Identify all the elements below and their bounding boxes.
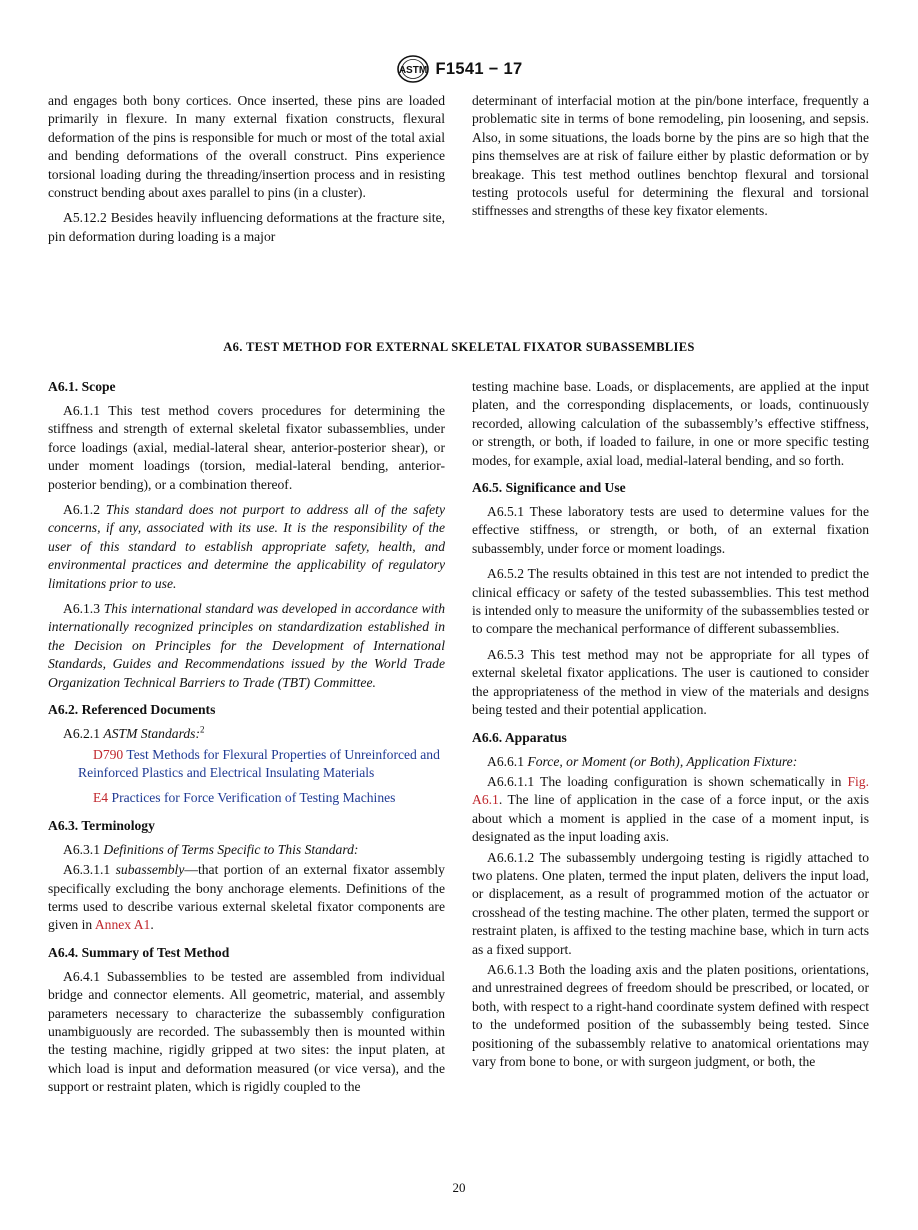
section-title: A6. TEST METHOD FOR EXTERNAL SKELETAL FIXATOR SUBASSEMBLIES: [223, 340, 695, 354]
annex-a1-link[interactable]: Annex A1: [94, 917, 151, 933]
significance-heading: A6.5. Significance and Use: [472, 480, 626, 496]
footnote-ref[interactable]: 2: [199, 724, 205, 735]
scope-para-2-text: This standard does not purport to address all of the safety concerns, if any, associated with its use. It is the responsibility of the user of this standard to establish appropriate safety, health, and environmental practices and determine the applicability of regulatory limitations prior to use.: [48, 502, 445, 591]
reference-title[interactable]: Test Methods for Flexural Properties of Unreinforced and Reinforced Plastics and Electrical Insulating Materials: [78, 746, 440, 780]
terminology-para-2-end: .: [150, 917, 154, 933]
terminology-heading: A6.3. Terminology: [48, 817, 155, 833]
apparatus-para-4: A6.6.1.3 Both the loading axis and the platen positions, orientations, and unrestrained degrees of freedom should be prescribed, or located, or both, with respect to a right-hand coordinate system defined with respect to the undeformed position of the subassembly being tested. Since positioning of the subassembly relative to anatomical orientations may vary from bone to bone, or with surgeon judgment, or both, the: [472, 961, 869, 1069]
reference-code[interactable]: E4: [93, 790, 109, 806]
scope-para-2: [48, 501, 445, 593]
scope-para-1: A6.1.1 This test method covers procedures for determining the stiffness and strength of external skeletal fixator subassemblies, under force loadings (axial, medial-lateral shear, anterior-posterior shear), or under moment loadings (torsion, medial-lateral bending, anterior-posterior bending), or a combination thereof.: [48, 403, 445, 492]
apparatus-para-3: A6.6.1.2 The subassembly undergoing testing is rigidly attached to two platens. One platen, termed the input platen, delivers the input load, or displacement, as a result of programmed motion of the actuator or crosshead of the testing machine. The other platen, termed the support or restraint platen, is affixed to the testing machine base, which in turn acts as a fixed support.: [472, 849, 869, 957]
figure-a6-1-link[interactable]: Fig. A6.1: [472, 773, 869, 808]
summary-heading: A6.4. Summary of Test Method: [48, 944, 230, 960]
left-column: [48, 378, 445, 1104]
terminology-para-1: [48, 841, 445, 859]
logo-text: ASTM: [398, 65, 427, 76]
defined-term: subassembly: [115, 862, 185, 878]
referenced-sub-text: ASTM Standards:: [103, 726, 200, 742]
astm-logo-icon: [396, 54, 430, 84]
summary-para-1-cont: testing machine base. Loads, or displacements, are applied at the input platen, and the corresponding displacements, or loads, continuously recorded, allowing calculation of the subassembly’s effective stiffness, or strength, or both, if loaded to failure, in one or more specific testing modes, for example, axial load, medial-lateral bending, and so forth.: [472, 379, 869, 468]
reference-e4[interactable]: [48, 789, 445, 807]
terminology-para-2-text: —that portion of an external fixator assembly specifically excluding the bony anchorage elements. Definitions of the terms used to describe various external skeletal fixator components are given in: [48, 862, 445, 933]
apparatus-para-2-post: . The line of application in the case of a force input, or the axis about which a moment is applied in the case of a moment input, is designated as the input loading axis.: [472, 792, 869, 845]
right-column: [472, 378, 869, 1078]
scope-para-2-num: A6.1.2: [63, 502, 101, 518]
significance-para-3: A6.5.3 This test method may not be appropriate for all types of external skeletal fixator applications. The user is cautioned to consider the appropriateness of the method in view of the materials and designs being tested and their potential application.: [472, 646, 869, 718]
top-left-para-2: A5.12.2 Besides heavily influencing deformations at the fracture site, pin deformation during loading is a major: [48, 210, 445, 244]
apparatus-para-1-text: Force, or Moment (or Both), Application Fixture:: [527, 753, 798, 769]
apparatus-para-1-num: A6.6.1: [487, 753, 525, 769]
terminology-para-1-num: A6.3.1: [63, 841, 101, 857]
scope-para-3-text: This international standard was developed in accordance with internationally recognized principles on standardization established in the Decision on Principles for the Development of International Standards, Guides and Recommendations issued by the World Trade Organization Technical Barriers to Trade (TBT) Committee.: [48, 601, 445, 690]
terminology-para-2: [48, 861, 445, 935]
apparatus-heading: A6.6. Apparatus: [472, 729, 567, 745]
reference-code[interactable]: D790: [93, 746, 124, 762]
document-id: F1541 − 17: [435, 59, 523, 78]
significance-para-2: A6.5.2 The results obtained in this test are not intended to predict the clinical efficacy or safety of the tested subassemblies. This test method is intended only to measure the uniformity of the subassemblies tested or to compare the mechanical performance of different subassemblies.: [472, 566, 869, 637]
scope-para-3-num: A6.1.3: [63, 601, 101, 617]
significance-para-1: A6.5.1 These laboratory tests are used to determine values for the effective stiffness, or strength, or both, of an external fixation subassembly, under force or moment loadings.: [472, 504, 869, 556]
apparatus-para-2-text: A6.6.1.1 The loading configuration is shown schematically in: [487, 773, 842, 789]
referenced-sub-num: A6.2.1: [63, 726, 101, 742]
top-left-para-1: and engages both bony cortices. Once inserted, these pins are loaded primarily in flexure. In many external fixation constructs, flexural deformation of the pins is responsible for much or most of the total axial and bending deformations of the overall construct. Pins experience torsional loading during the threading/insertion process and in resisting construct bending about axes parallel to pins (in a cluster).: [48, 93, 445, 201]
scope-para-3: [48, 600, 445, 692]
top-left-column: [48, 92, 445, 253]
scope-heading: A6.1. Scope: [48, 379, 116, 394]
top-right-para: determinant of interfacial motion at the pin/bone interface, frequently a problematic site in terms of bone remodeling, pin loosening, and sepsis. Also, in some situations, the loads borne by the pins are so high that the pins themselves are at risk of failure either by plastic deformation or by breakage. This test method outlines benchtop flexural and torsional testing protocols useful for determining the flexural and torsional stiffnesses and strengths of these key fixator elements.: [472, 93, 869, 219]
terminology-para-2-num: A6.3.1.1: [63, 862, 111, 878]
referenced-sub: [48, 725, 445, 743]
page-header: [0, 54, 918, 84]
page-number: 20: [452, 1180, 466, 1195]
referenced-heading: A6.2. Referenced Documents: [48, 702, 216, 718]
top-right-column: [472, 92, 869, 228]
apparatus-para-2: [472, 773, 869, 847]
apparatus-para-1: [472, 753, 869, 771]
summary-para-1: A6.4.1 Subassemblies to be tested are assembled from individual bridge and connector elements. All geometric, material, and assembly parameters necessary to characterize the subassembly configuration unambiguously are recorded. The subassembly then is mounted within the testing machine, rigidly gripped at two sites: the input platen, at which load is input and deformation measured (or vice versa), and the support or restraint platen, which is rigidly coupled to the: [48, 968, 445, 1095]
reference-title[interactable]: Practices for Force Verification of Testing Machines: [111, 790, 396, 806]
terminology-para-1-text: Definitions of Terms Specific to This Standard:: [103, 841, 359, 857]
reference-d790[interactable]: [48, 746, 445, 783]
